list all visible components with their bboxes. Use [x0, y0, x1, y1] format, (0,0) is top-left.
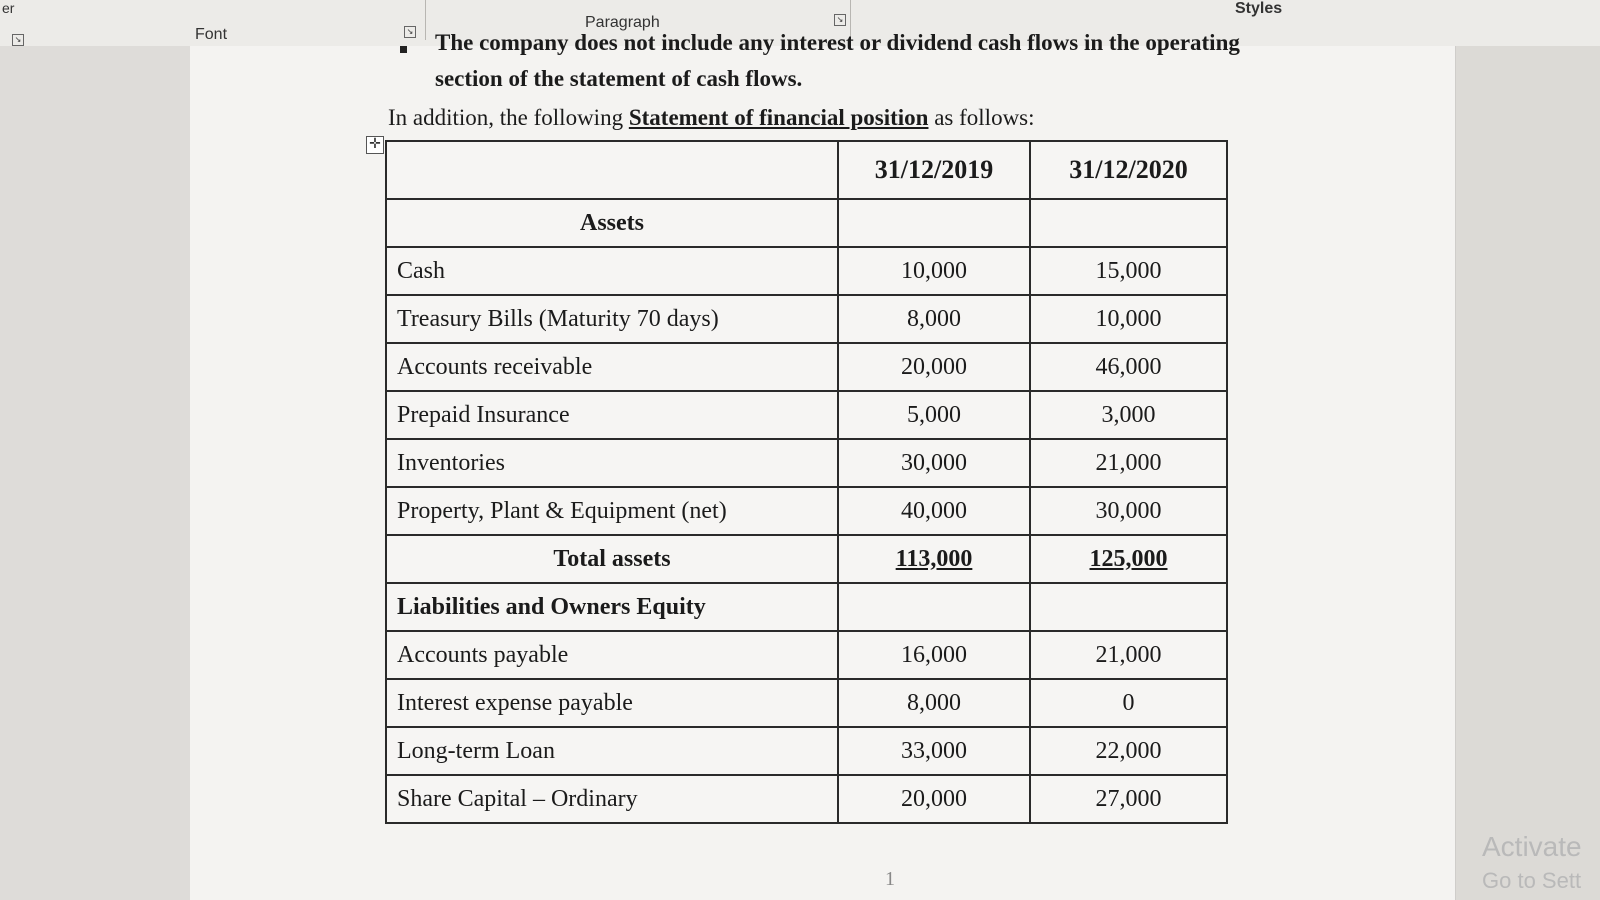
assets-heading: Assets — [386, 199, 838, 247]
ribbon-partial-label: er — [2, 0, 15, 16]
activation-watermark — [1482, 830, 1582, 898]
value-2020: 3,000 — [1030, 391, 1227, 439]
table-row — [386, 487, 1227, 535]
value-2020: 30,000 — [1030, 487, 1227, 535]
right-margin-area — [1455, 46, 1600, 900]
row-label: Prepaid Insurance — [386, 391, 838, 439]
value-2019: 20,000 — [838, 343, 1030, 391]
intro-paragraph — [388, 105, 1035, 131]
statement-link[interactable]: Statement of financial position — [628, 105, 929, 130]
value-2020: 10,000 — [1030, 295, 1227, 343]
styles-group-label: Styles — [1235, 0, 1283, 17]
value-2019: 5,000 — [838, 391, 1030, 439]
row-label: Property, Plant & Equipment (net) — [386, 487, 838, 535]
value-2020: 46,000 — [1030, 343, 1227, 391]
assets-heading-row — [386, 199, 1227, 247]
watermark-line-1: Activate — [1482, 831, 1582, 862]
value-2020: 21,000 — [1030, 631, 1227, 679]
left-margin-area — [0, 46, 191, 900]
value-2019: 30,000 — [838, 439, 1030, 487]
bullet-text-line-1: The company does not include any interest or dividend cash flows in the operating — [435, 30, 1240, 55]
row-label: Long-term Loan — [386, 727, 838, 775]
row-label: Cash — [386, 247, 838, 295]
value-2020: 27,000 — [1030, 775, 1227, 823]
row-label: Accounts payable — [386, 631, 838, 679]
total-assets-label: Total assets — [386, 535, 838, 583]
value-2019: 16,000 — [838, 631, 1030, 679]
dialog-launcher-icon[interactable]: ↘ — [12, 34, 24, 46]
font-dialog-launcher-icon[interactable]: ↘ — [404, 26, 416, 38]
row-label: Share Capital – Ordinary — [386, 775, 838, 823]
table-row — [386, 247, 1227, 295]
total-assets-row — [386, 535, 1227, 583]
table-row — [386, 679, 1227, 727]
value-2019: 20,000 — [838, 775, 1030, 823]
value-2020: 21,000 — [1030, 439, 1227, 487]
font-group-label: Font — [195, 26, 228, 43]
intro-suffix: as follows: — [928, 105, 1035, 130]
paragraph-dialog-launcher-icon[interactable]: ↘ — [834, 14, 846, 26]
financial-position-table — [385, 140, 1228, 824]
header-2020: 31/12/2020 — [1030, 141, 1227, 199]
value-2019: 8,000 — [838, 679, 1030, 727]
liabilities-heading: Liabilities and Owners Equity — [386, 583, 838, 631]
value-2020: 22,000 — [1030, 727, 1227, 775]
page-number: 1 — [885, 868, 895, 890]
value-2019: 40,000 — [838, 487, 1030, 535]
row-label: Interest expense payable — [386, 679, 838, 727]
paragraph-group-label: Paragraph — [585, 14, 660, 31]
row-label: Inventories — [386, 439, 838, 487]
bullet-text-line-2: section of the statement of cash flows. — [435, 66, 803, 91]
value-2019: 33,000 — [838, 727, 1030, 775]
table-row — [386, 295, 1227, 343]
table-move-handle-icon[interactable]: ✛ — [366, 136, 384, 154]
value-2019: 10,000 — [838, 247, 1030, 295]
table-row — [386, 391, 1227, 439]
table-row — [386, 439, 1227, 487]
value-2019: 8,000 — [838, 295, 1030, 343]
table-header-row — [386, 141, 1227, 199]
total-2020: 125,000 — [1030, 535, 1227, 583]
bullet-marker-icon — [400, 46, 407, 53]
total-2019: 113,000 — [838, 535, 1030, 583]
header-cell-blank — [386, 141, 838, 199]
liabilities-heading-row — [386, 583, 1227, 631]
watermark-line-2: Go to Sett — [1482, 868, 1582, 893]
row-label: Treasury Bills (Maturity 70 days) — [386, 295, 838, 343]
value-2020: 0 — [1030, 679, 1227, 727]
intro-prefix: In addition, the following — [388, 105, 629, 130]
table-row — [386, 631, 1227, 679]
table-row — [386, 727, 1227, 775]
row-label: Accounts receivable — [386, 343, 838, 391]
table-row — [386, 343, 1227, 391]
ribbon-separator — [425, 0, 426, 40]
header-2019: 31/12/2019 — [838, 141, 1030, 199]
table-row — [386, 775, 1227, 823]
value-2020: 15,000 — [1030, 247, 1227, 295]
